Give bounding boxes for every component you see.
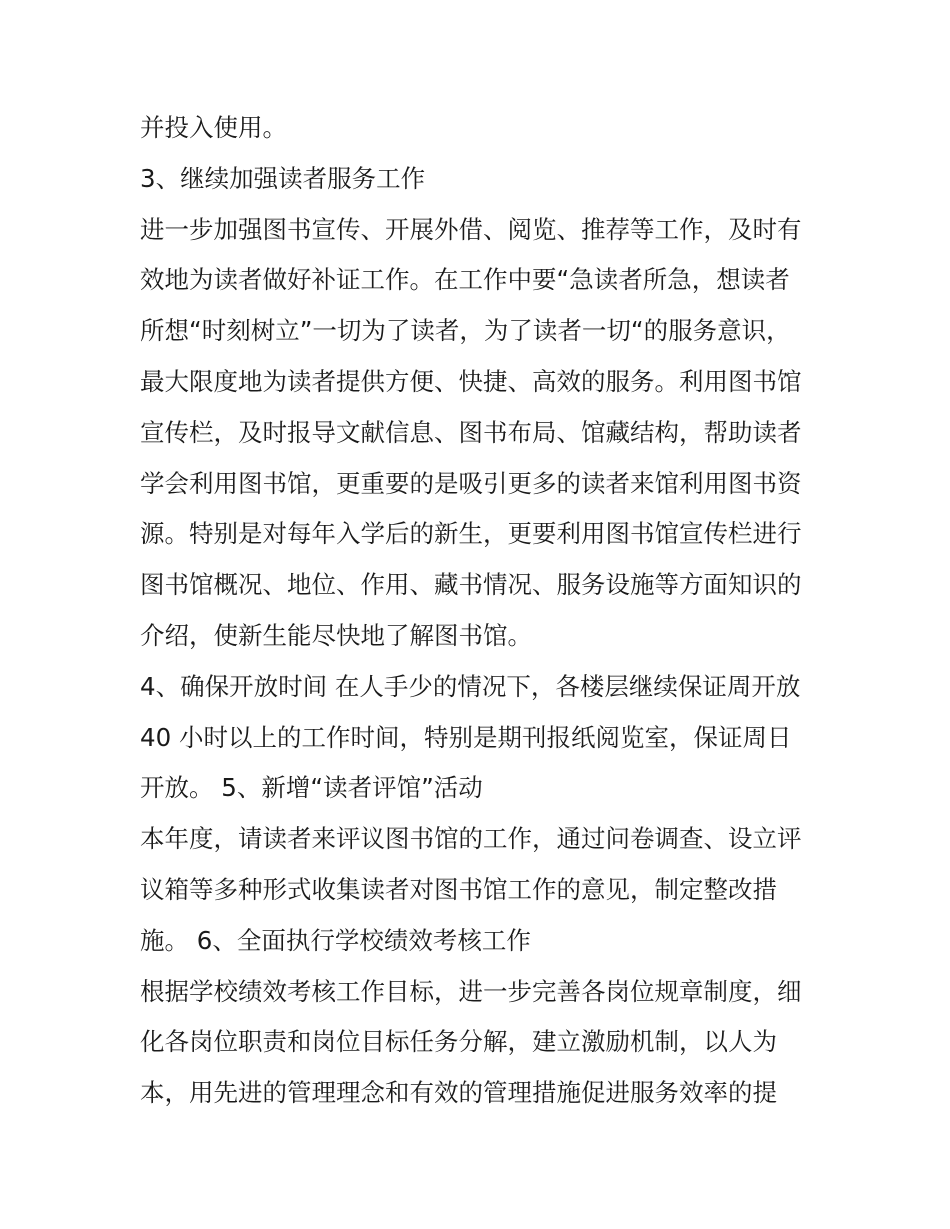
text-line: 图书馆概况、地位、作用、藏书情况、服务设施等方面知识的 bbox=[140, 570, 802, 600]
text-line: 介绍，使新生能尽快地了解图书馆。 bbox=[140, 620, 532, 650]
text-line: 议箱等多种形式收集读者对图书馆工作的意见，制定整改措 bbox=[140, 874, 777, 904]
section-heading: 3、继续加强读者服务工作 bbox=[140, 163, 426, 193]
text-line: 源。特别是对每年入学后的新生，更要利用图书馆宣传栏进行 bbox=[140, 519, 802, 549]
text-line: 学会利用图书馆，更重要的是吸引更多的读者来馆利用图书资 bbox=[140, 468, 802, 498]
text-line: 效地为读者做好补证工作。在工作中要“急读者所急，想读者 bbox=[140, 265, 790, 295]
document-page bbox=[140, 103, 840, 1119]
text-line: 所想“时刻树立”一切为了读者，为了读者一切“的服务意识， bbox=[140, 316, 791, 346]
text-line: 化各岗位职责和岗位目标任务分解，建立激励机制，以人为 bbox=[140, 1027, 777, 1057]
text-line: 4、确保开放时间 在人手少的情况下，各楼层继续保证周开放 bbox=[140, 671, 801, 701]
text-line: 并投入使用。 bbox=[140, 113, 287, 142]
text-line: 本年度，请读者来评议图书馆的工作，通过问卷调查、设立评 bbox=[140, 824, 802, 854]
text-line: 本，用先进的管理理念和有效的管理措施促进服务效率的提 bbox=[140, 1078, 777, 1108]
text-line: 宣传栏，及时报导文献信息、图书布局、馆藏结构，帮助读者 bbox=[140, 417, 802, 447]
text-line: 开放。 5、新增“读者评馆”活动 bbox=[140, 773, 483, 803]
text-line: 根据学校绩效考核工作目标，进一步完善各岗位规章制度，细 bbox=[140, 976, 802, 1006]
text-line: 进一步加强图书宣传、开展外借、阅览、推荐等工作，及时有 bbox=[140, 214, 802, 244]
text-line: 最大限度地为读者提供方便、快捷、高效的服务。利用图书馆 bbox=[140, 366, 802, 396]
text-line: 施。 6、全面执行学校绩效考核工作 bbox=[140, 925, 531, 955]
text-line: 40 小时以上的工作时间，特别是期刊报纸阅览室，保证周日 bbox=[140, 722, 792, 752]
